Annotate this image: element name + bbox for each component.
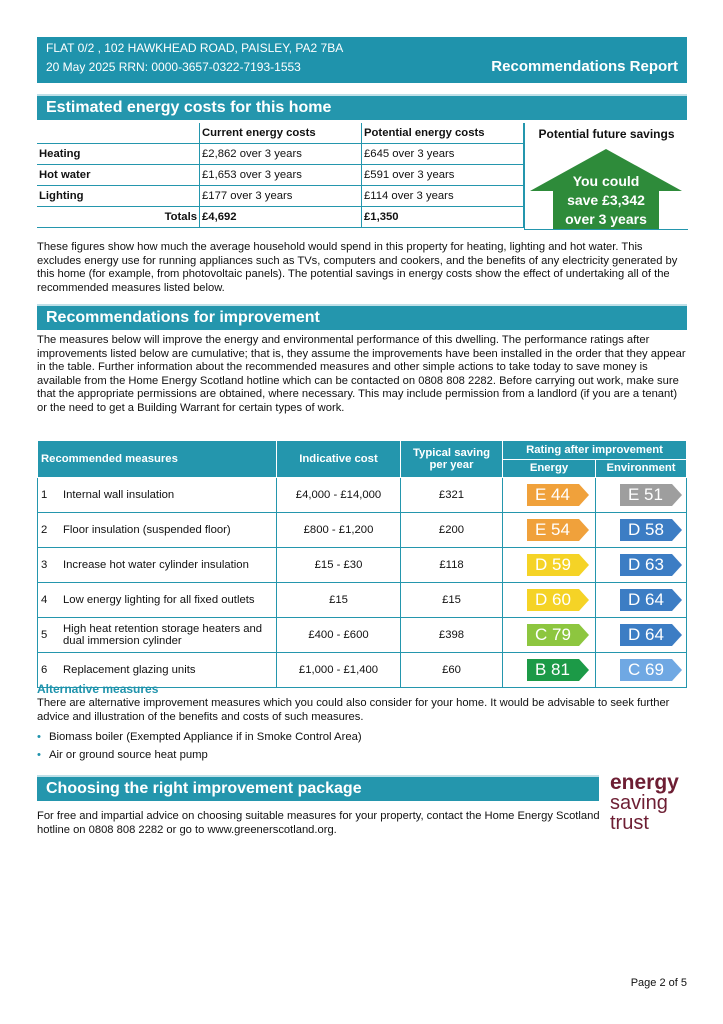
measure-number: 4 [41, 594, 48, 606]
saving-cell: £398 [401, 618, 503, 653]
energy-rating-badge: D 60 [527, 589, 579, 611]
energy-rating-cell [503, 513, 596, 548]
measure-number: 2 [41, 524, 48, 536]
cost-cell: £1,000 - £1,400 [277, 653, 401, 688]
measure-cell [38, 618, 277, 653]
date-rrn: 20 May 2025 RRN: 0000-3657-0322-7193-1553 [46, 60, 301, 74]
environment-rating-cell [596, 583, 687, 618]
cost-cell: £800 - £1,200 [277, 513, 401, 548]
potential-cost-cell: £114 over 3 years [362, 186, 524, 207]
savings-heading: Potential future savings [538, 127, 675, 141]
measure-number: 1 [41, 489, 48, 501]
energy-rating-badge: D 59 [527, 554, 579, 576]
energy-costs-table [37, 123, 524, 228]
environment-rating-cell [596, 478, 687, 513]
section-title-package: Choosing the right improvement package [37, 775, 599, 801]
current-cost-cell: £177 over 3 years [200, 186, 362, 207]
potential-cost-cell: £645 over 3 years [362, 144, 524, 165]
col-potential-costs: Potential energy costs [362, 123, 524, 144]
bullet-icon: • [37, 731, 41, 743]
potential-cost-cell: £591 over 3 years [362, 165, 524, 186]
measure-cell [38, 513, 277, 548]
logo-line-1: energy [610, 771, 679, 794]
environment-rating-cell [596, 653, 687, 688]
environment-rating-badge: E 51 [620, 484, 672, 506]
report-header [37, 37, 687, 83]
col-current-costs: Current energy costs [200, 123, 362, 144]
savings-house-icon [525, 145, 688, 229]
environment-rating-badge: C 69 [620, 659, 672, 681]
col-indicative-cost: Indicative cost [277, 441, 401, 478]
table-row [38, 478, 687, 513]
measure-number: 5 [41, 629, 48, 641]
alternative-list [37, 728, 362, 764]
col-typical-saving: Typical saving per year [401, 441, 503, 478]
recommendations-intro: The measures below will improve the energy and environmental performance of this dwelling. The performance ratings after improvements listed below are cumulative; that is, they assume the improvements have been installed in the order that they appear in the table. Further information about the recommended measures and other simple actions to take today to save money is available from the Home Energy Scotland hotline which can be contacted on 0808 808 2282. Before carrying out work, make sure that the appropriate permissions are obtained, where necessary. This may include permission from a landlord (if you are a tenant) or the need to get a Building Warrant for certain types of work. [37, 334, 686, 414]
measure-name: Floor insulation (suspended floor) [63, 524, 231, 536]
totals-current: £4,692 [200, 207, 362, 228]
costs-row-heating [37, 144, 524, 165]
current-cost-cell: £2,862 over 3 years [200, 144, 362, 165]
col-recommended-measures: Recommended measures [38, 441, 277, 478]
saving-cell: £321 [401, 478, 503, 513]
list-item: • Biomass boiler (Exempted Appliance if in Smoke Control Area) [37, 731, 362, 743]
savings-line-1: You could [572, 173, 640, 189]
recommendations-table [37, 440, 687, 688]
costs-row-label: Lighting [37, 186, 200, 207]
measure-cell [38, 478, 277, 513]
logo-line-3: trust [610, 812, 649, 834]
report-title: Recommendations Report [491, 58, 678, 75]
rec-header-row-1 [38, 441, 687, 460]
saving-cell: £118 [401, 548, 503, 583]
environment-rating-badge: D 63 [620, 554, 672, 576]
saving-cell: £60 [401, 653, 503, 688]
cost-cell: £400 - £600 [277, 618, 401, 653]
table-row [38, 513, 687, 548]
cost-cell: £15 [277, 583, 401, 618]
measure-number: 6 [41, 664, 48, 676]
col-environment: Environment [596, 459, 687, 478]
cost-cell: £4,000 - £14,000 [277, 478, 401, 513]
current-cost-cell: £1,653 over 3 years [200, 165, 362, 186]
energy-rating-cell [503, 653, 596, 688]
section-title-recommendations: Recommendations for improvement [37, 304, 687, 330]
environment-rating-cell [596, 618, 687, 653]
measure-number: 3 [41, 559, 48, 571]
col-rating-after: Rating after improvement [503, 441, 687, 460]
alternative-measures-title: Alternative measures [37, 682, 159, 696]
energy-rating-cell [503, 548, 596, 583]
rec-body [38, 478, 687, 688]
measure-name: Low energy lighting for all fixed outlets [63, 594, 255, 606]
savings-line-3: over 3 years [565, 211, 647, 227]
energy-rating-badge: E 44 [527, 484, 579, 506]
measure-name: High heat retention storage heaters and dual immersion cylinder [63, 623, 263, 647]
energy-rating-cell [503, 583, 596, 618]
measure-name: Replacement glazing units [63, 664, 196, 676]
energy-rating-cell [503, 478, 596, 513]
environment-rating-cell [596, 513, 687, 548]
environment-rating-badge: D 58 [620, 519, 672, 541]
measure-name: Internal wall insulation [63, 489, 175, 501]
costs-header-blank [37, 123, 200, 144]
package-text: For free and impartial advice on choosing suitable measures for your property, contact the Home Energy Scotland hotline on 0808 808 2282 or go to www.greenerscotland.org. [37, 810, 600, 836]
costs-row-label: Heating [37, 144, 200, 165]
cost-cell: £15 - £30 [277, 548, 401, 583]
environment-rating-cell [596, 548, 687, 583]
energy-rating-badge: B 81 [527, 659, 579, 681]
table-row [38, 583, 687, 618]
energy-saving-trust-logo [610, 773, 690, 837]
bullet-icon: • [37, 749, 41, 761]
energy-rating-cell [503, 618, 596, 653]
table-row [38, 618, 687, 653]
environment-rating-badge: D 64 [620, 624, 672, 646]
saving-cell: £15 [401, 583, 503, 618]
environment-rating-badge: D 64 [620, 589, 672, 611]
col-energy: Energy [503, 459, 596, 478]
costs-row-lighting [37, 186, 524, 207]
costs-header-row [37, 123, 524, 144]
savings-line-2: save £3,342 [567, 192, 645, 208]
costs-row-totals [37, 207, 524, 228]
totals-label: Totals [37, 207, 200, 228]
logo-line-2: saving [610, 792, 668, 814]
list-item: • Air or ground source heat pump [37, 749, 208, 761]
page-number: Page 2 of 5 [630, 977, 687, 989]
section-title-costs: Estimated energy costs for this home [37, 94, 687, 120]
totals-potential: £1,350 [362, 207, 524, 228]
measure-cell [38, 548, 277, 583]
energy-rating-badge: C 79 [527, 624, 579, 646]
saving-cell: £200 [401, 513, 503, 548]
alternative-text: There are alternative improvement measures which you could also consider for your home. It would be advisable to seek further advice and illustration of the benefits and costs of such measures. [37, 697, 670, 723]
energy-rating-badge: E 54 [527, 519, 579, 541]
measure-cell [38, 583, 277, 618]
potential-savings-box [524, 123, 688, 230]
table-row [38, 548, 687, 583]
measure-name: Increase hot water cylinder insulation [63, 559, 249, 571]
costs-row-hot-water [37, 165, 524, 186]
property-address: FLAT 0/2 , 102 HAWKHEAD ROAD, PAISLEY, PA2 7BA [46, 41, 344, 55]
costs-note: These figures show how much the average household would spend in this property for heating, lighting and hot water. This excludes energy use for running appliances such as TVs, computers and cookers, and the benefits of any electricity generated by this home (for example, from photovoltaic panels). The potential savings in energy costs show the effect of undertaking all of the recommended measures listed below. [37, 241, 678, 294]
costs-row-label: Hot water [37, 165, 200, 186]
